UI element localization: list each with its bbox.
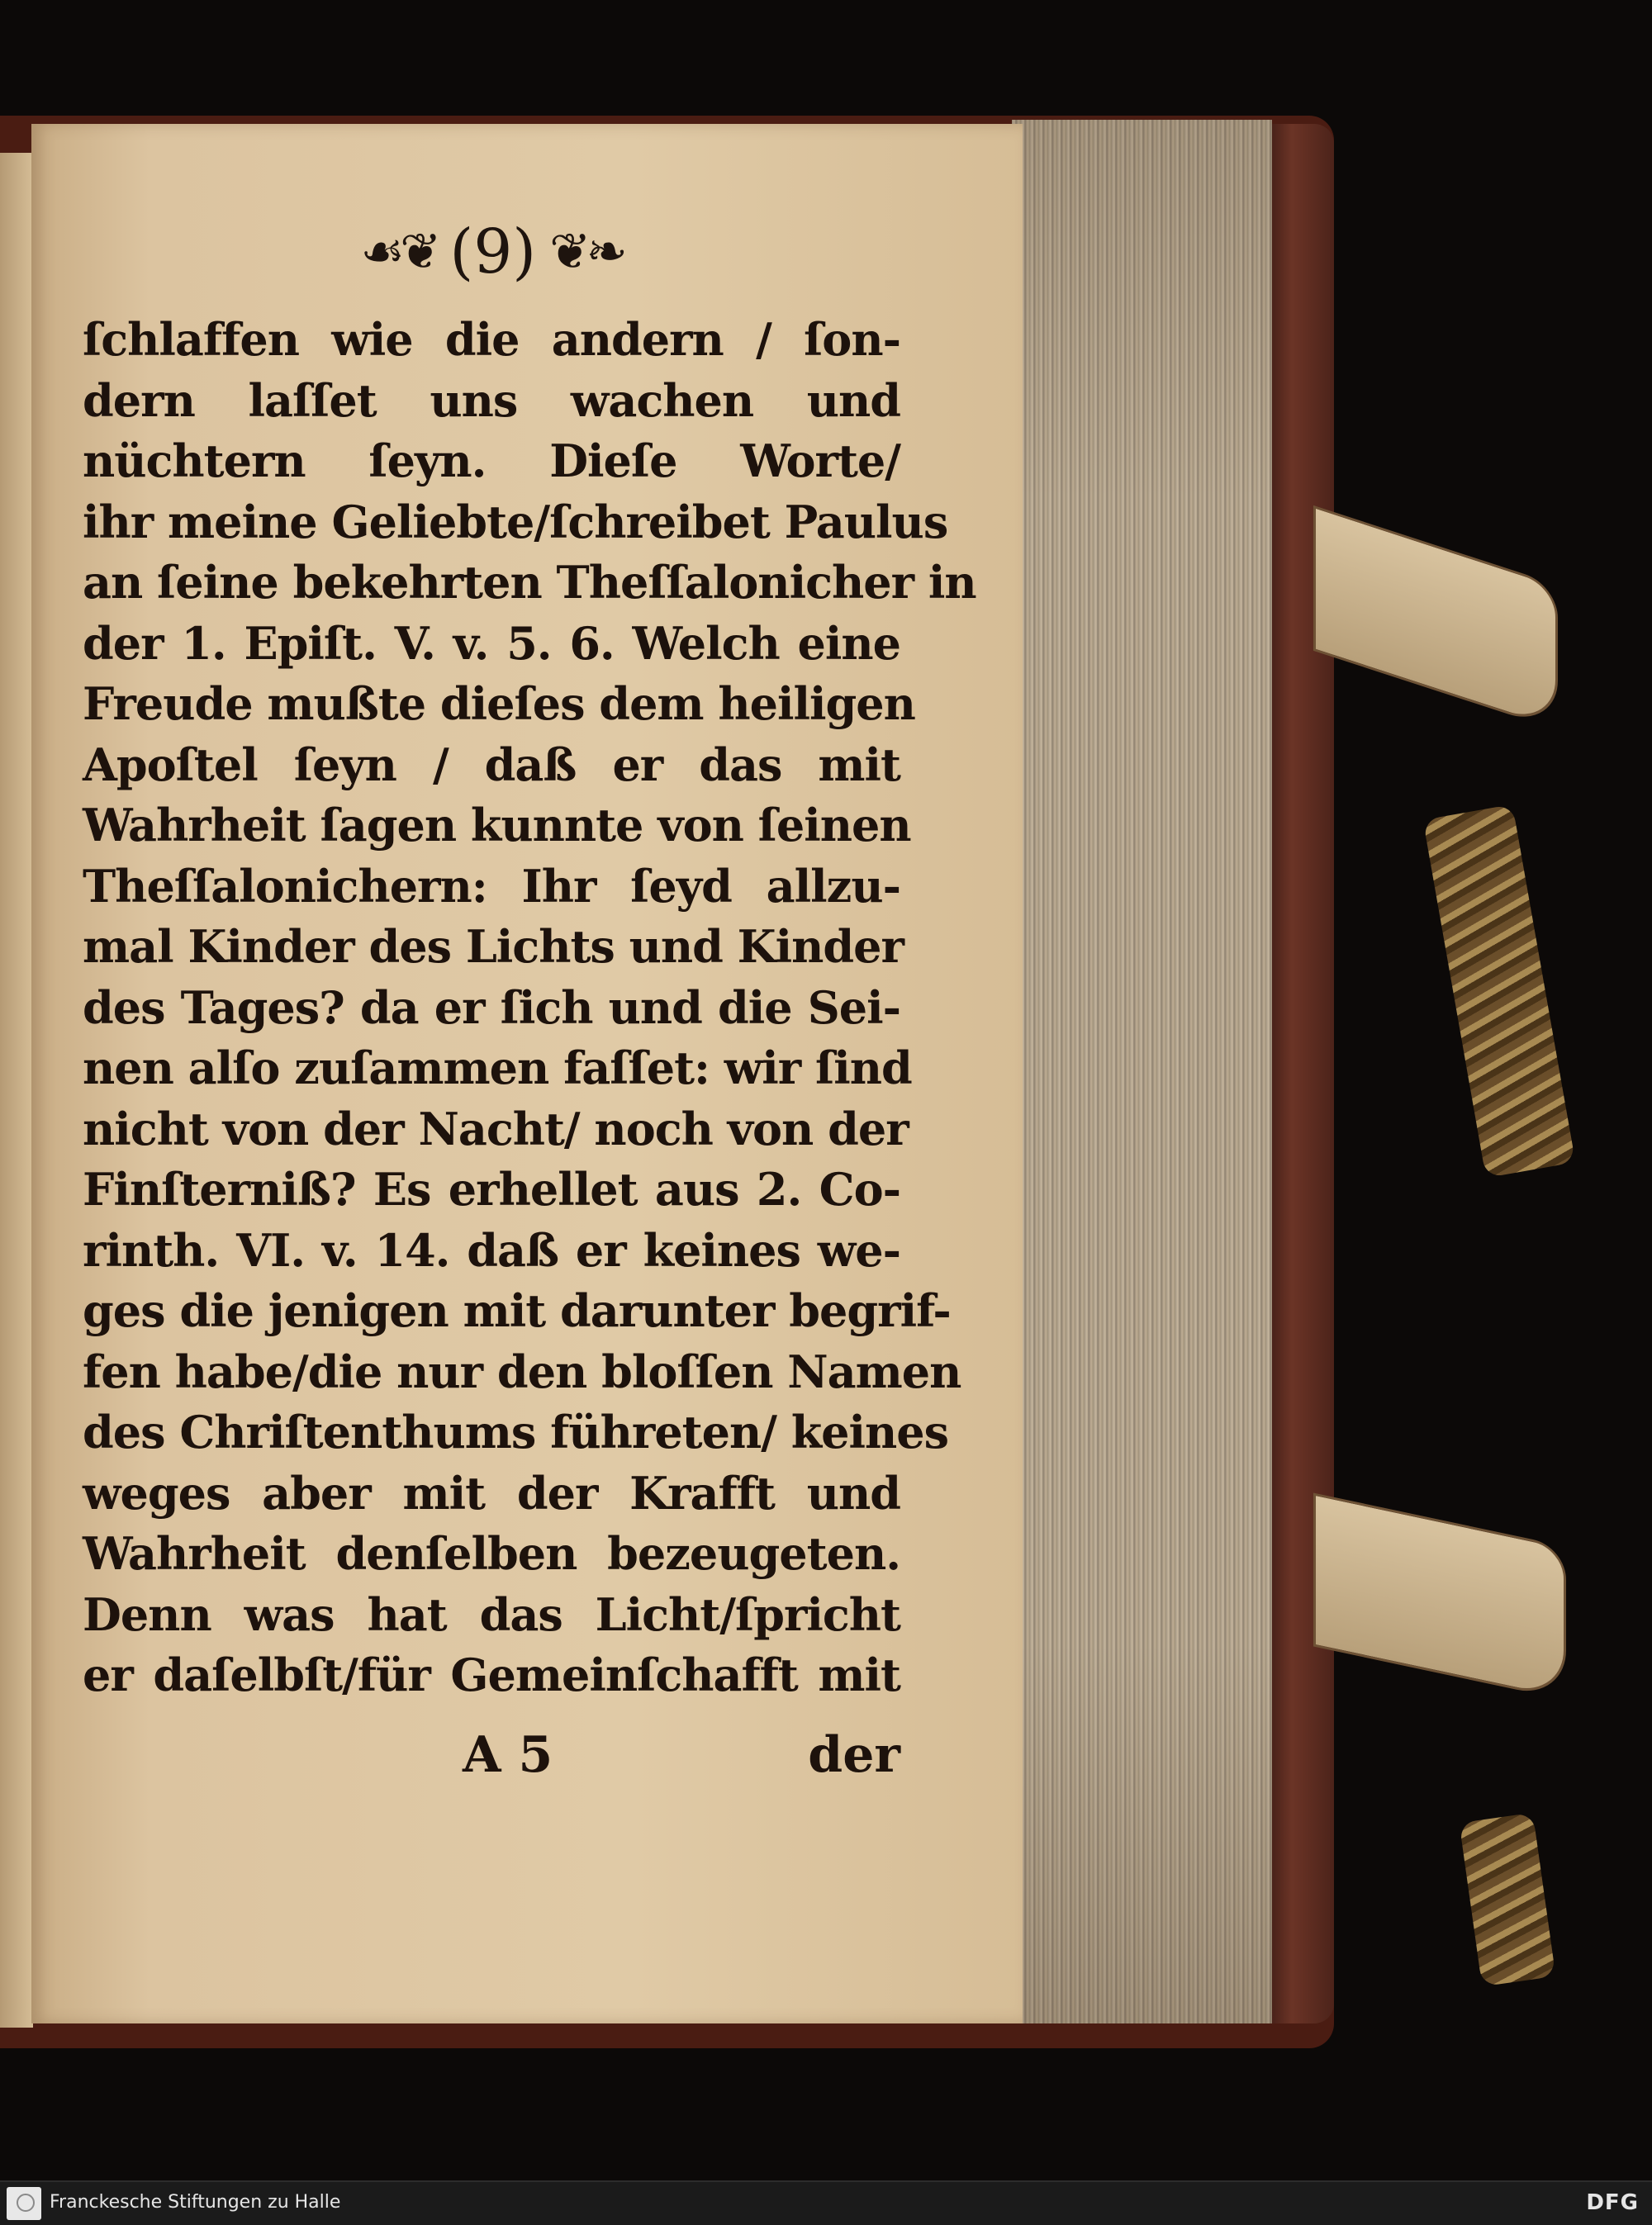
text-line: des Tages? da er ſich und die Sei- <box>83 980 900 1034</box>
text-line: Theſſalonichern: Ihr ſeyd allzu- <box>83 859 900 913</box>
institution-name[interactable]: Franckesche Stiftungen zu Halle <box>50 2192 341 2213</box>
text-line: ihr meine Geliebte/ſchreibet Paulus <box>83 495 948 548</box>
book-cover-edge <box>1264 124 1334 2023</box>
text-line: an ſeine bekehrten Theſſalonicher in <box>83 556 976 609</box>
text-line: nicht von der Nacht/ noch von der <box>83 1102 909 1155</box>
catchword: der <box>808 1726 900 1784</box>
text-line: rinth. VI. v. 14. daß er keines we- <box>83 1223 900 1277</box>
clasp-strap-top <box>1313 505 1558 730</box>
clasp-strap-bottom <box>1313 1492 1566 1700</box>
text-line: Apoſtel ſeyn / daß er das mit <box>83 738 900 791</box>
franckesche-logo-icon[interactable] <box>7 2187 41 2220</box>
page-number: (9) <box>449 216 537 287</box>
signature-mark: A 5 <box>463 1726 553 1784</box>
clasp-metal-top <box>1423 804 1576 1178</box>
text-line: ſchlaffen wie die andern / ſon- <box>83 313 900 366</box>
page-header <box>326 211 657 293</box>
page-footer <box>83 1726 900 1792</box>
body-text <box>83 310 976 1706</box>
text-line: fen habe/die nur den bloſſen Namen <box>83 1345 961 1398</box>
text-line: der 1. Epiſt. V. v. 5. 6. Welch eine <box>83 616 900 670</box>
text-line: Denn was hat das Licht/ſpricht <box>83 1587 900 1641</box>
ornament-left-icon: ☙❦ <box>360 223 437 281</box>
text-line: dern laſſet uns wachen und <box>83 373 900 427</box>
text-line: Finſterniß? Es erhellet aus 2. Co- <box>83 1163 900 1216</box>
ornament-right-icon: ❦❧ <box>549 223 623 281</box>
text-line: nen alſo zuſammen faſſet: wir ſind <box>83 1041 912 1094</box>
clasp-metal-bottom <box>1460 1813 1556 1987</box>
dfg-logo[interactable]: DFG <box>1586 2190 1639 2215</box>
text-line: Wahrheit ſagen kunnte von ſeinen <box>83 799 911 852</box>
text-line: mal Kinder des Lichts und Kinder <box>83 920 904 973</box>
text-line: nüchtern ſeyn. Dieſe Worte/ <box>83 434 900 487</box>
text-line: Freude mußte dieſes dem heiligen <box>83 677 915 730</box>
text-line: Wahrheit denſelben bezeugeten. <box>83 1527 900 1580</box>
text-line: er daſelbſt/für Gemeinſchafft mit <box>83 1649 900 1701</box>
facing-page-sliver <box>0 153 33 2028</box>
text-line: ges die jenigen mit darunter begrif- <box>83 1284 951 1337</box>
viewer-footer-bar <box>0 2180 1652 2225</box>
text-line: weges aber mit der Krafft und <box>83 1466 900 1520</box>
text-line: des Chriſtenthums führeten/ keines <box>83 1406 949 1459</box>
